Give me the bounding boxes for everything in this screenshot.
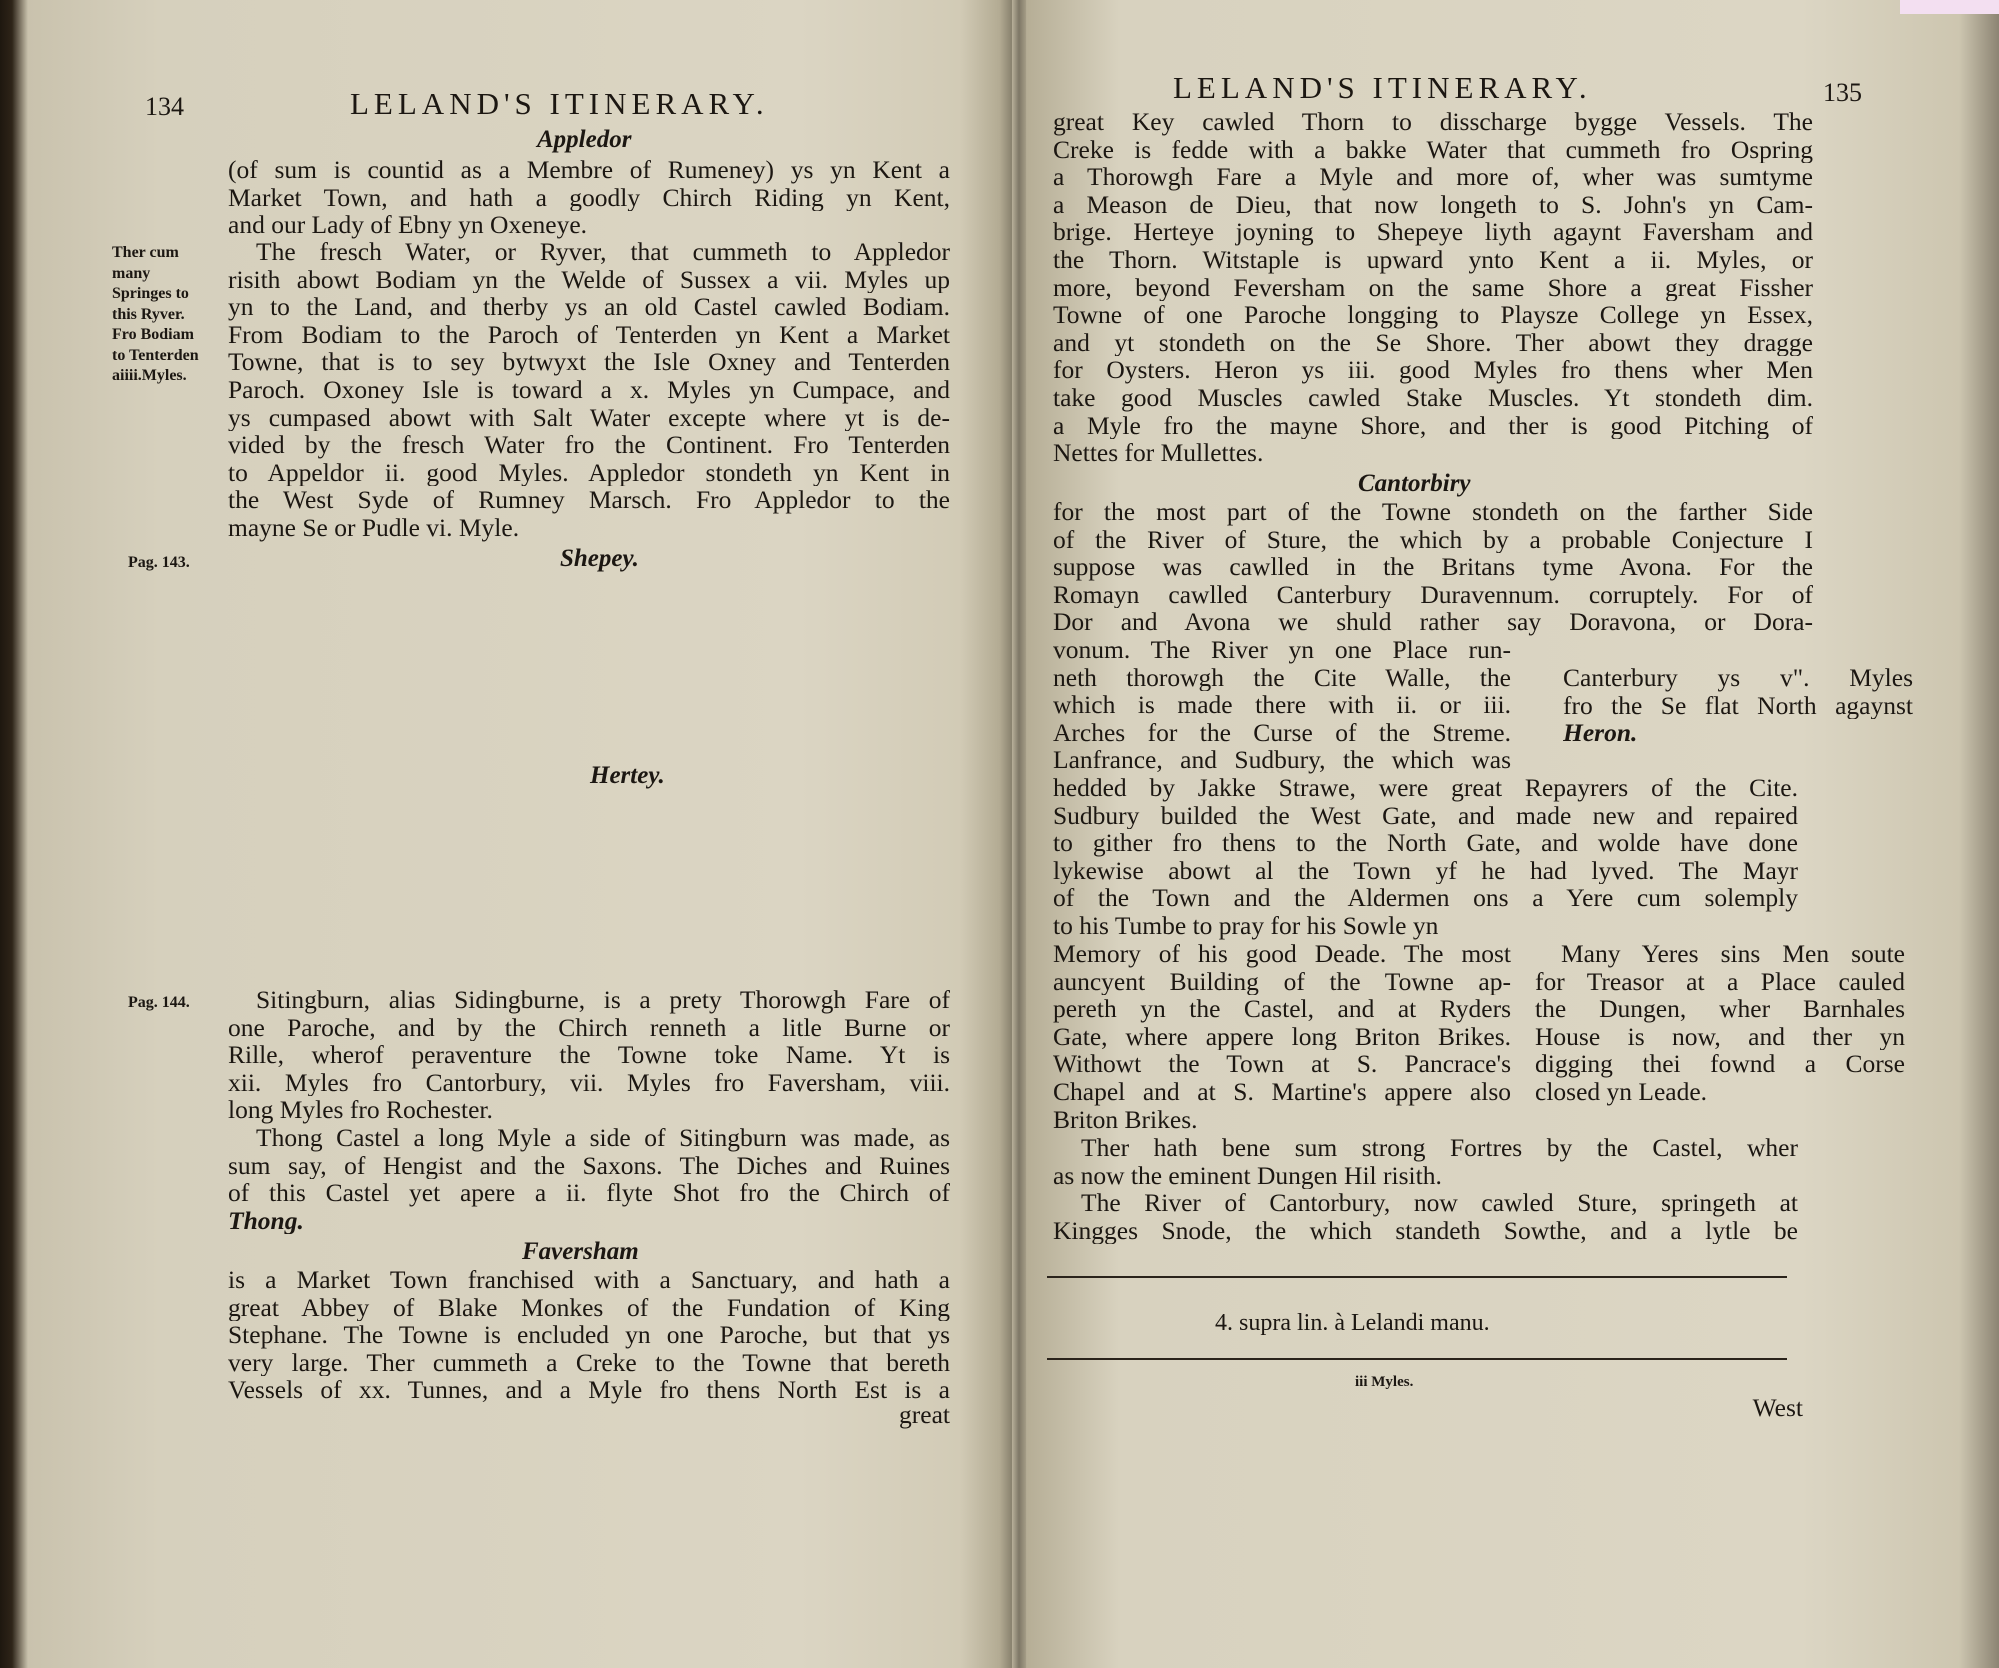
text-line: and our Lady of Ebny yn Oxeneye. <box>228 211 588 239</box>
text-line: Withowt the Town at S. Pancrace's <box>1053 1050 1511 1078</box>
footnote-rule <box>1047 1276 1787 1278</box>
text-line: very large. Ther cummeth a Creke to the Towne that bereth <box>228 1348 950 1377</box>
footnote-rule <box>1047 1358 1787 1360</box>
text-line: is a Market Town franchised with a Sanctuary, and hath a <box>228 1266 950 1294</box>
page-number: 134 <box>145 92 184 121</box>
text-line: to gither fro thens to the North Gate, and wolde have done <box>1053 829 1798 857</box>
text-line: more, beyond Feversham on the same Shore a great Fissher <box>1053 273 1813 302</box>
text-line: Many Yeres sins Men soute <box>1561 940 1905 968</box>
text-line: neth thorowgh the Cite Walle, the <box>1053 663 1511 692</box>
text-line: Paroch. Oxoney Isle is toward a x. Myles yn Cumpace, and <box>228 375 950 404</box>
section-title-faversham: Faversham <box>522 1238 639 1265</box>
text-line: Thong. <box>228 1206 304 1235</box>
text-line: Lanfrance, and Sudbury, the which was <box>1053 746 1511 774</box>
side-note-springs <box>112 243 199 387</box>
text-line: great Abbey of Blake Monkes of the Fundation of King <box>228 1293 950 1322</box>
text-line: Chapel and at S. Martine's appere also <box>1053 1077 1511 1106</box>
text-line: lykewise abowt al the Town yf he had lyved. The Mayr <box>1053 856 1798 885</box>
side-note-line: this Ryver. <box>112 305 185 323</box>
text-line: Stephane. The Towne is encluded yn one Paroche, but that ys <box>228 1321 950 1349</box>
sitingburn-paragraph <box>228 986 950 1234</box>
text-line: The River of Cantorbury, now cawled Sture, springeth at <box>1081 1189 1798 1217</box>
text-line: yn to the Land, and therby ys an old Castel cawled Bodiam. <box>228 293 950 321</box>
appledor-paragraph <box>228 156 950 239</box>
text-line: Towne, that is to sey bytwyxt the Isle Oxney and Tenterden <box>228 348 950 376</box>
section-title-hertey: Hertey. <box>590 762 665 789</box>
text-line: suppose was cawlled in the Britans tyme Avona. For the <box>1053 553 1813 581</box>
footnote: 4. supra lin. à Lelandi manu. <box>1215 1310 1490 1336</box>
text-line: mayne Se or Pudle vi. Myle. <box>228 513 520 542</box>
section-title-shepey: Shepey. <box>560 545 639 572</box>
section-title-appledor: Appledor <box>537 126 632 153</box>
text-line: Nettes for Mullettes. <box>1053 439 1264 467</box>
text-line: vonum. The River yn one Place run- <box>1053 636 1511 664</box>
text-line: of the River of Sture, the which by a probable Conjecture I <box>1053 525 1813 554</box>
text-line: Towne of one Paroche longging to Playsze College yn Essex, <box>1053 301 1813 329</box>
text-line: Briton Brikes. <box>1053 1105 1198 1134</box>
catchword: great <box>899 1400 950 1429</box>
text-line: and yt stondeth on the Se Shore. Ther abowt they dragge <box>1053 328 1813 357</box>
side-note-line: Ther cum <box>112 244 179 261</box>
side-note-line: Springes to <box>112 285 189 302</box>
treasor-side-note <box>1535 940 1905 1106</box>
text-line: digging thei fownd a Corse <box>1535 1050 1905 1078</box>
text-line: one Paroche, and by the Chirch renneth a litle Burne or <box>228 1013 950 1042</box>
faversham-paragraph <box>228 1266 950 1404</box>
text-line: Heron. <box>1563 719 1638 747</box>
text-line: Ther hath bene sum strong Fortres by the Castel, wher <box>1081 1134 1798 1162</box>
side-note-pag143: Pag. 143. <box>128 554 190 571</box>
text-line: Creke is fedde with a bakke Water that cummeth fro Ospring <box>1053 135 1813 164</box>
text-line: brige. Herteye joyning to Shepeye liyth agaynt Faversham and <box>1053 218 1813 246</box>
text-line: Market Town, and hath a goodly Chirch Riding yn Kent, <box>228 183 950 212</box>
text-line: the West Syde of Rumney Marsch. Fro Appledor to the <box>228 486 950 514</box>
cantorbiry-paragraph <box>1053 498 1813 636</box>
text-line: Romayn cawlled Canterbury Duravennum. corruptely. For of <box>1053 580 1813 609</box>
book-spine <box>1012 0 1026 1668</box>
text-line: Kingges Snode, the which standeth Sowthe, and a lytle be <box>1053 1216 1798 1245</box>
side-note-line: Fro Bodiam <box>112 326 194 343</box>
side-note-line: many <box>112 264 151 282</box>
side-note-line: aiiii.Myles. <box>112 367 187 384</box>
text-line: auncyent Building of the Towne ap- <box>1053 967 1511 996</box>
text-line: to Appeldor ii. good Myles. Appledor stondeth yn Kent in <box>228 458 950 487</box>
canterbury-side-note <box>1563 664 1913 747</box>
side-note-pag144: Pag. 144. <box>128 994 190 1011</box>
text-line: Gate, where appere long Briton Brikes. <box>1053 1022 1511 1051</box>
text-line: of this Castel yet apere a ii. flyte Shot fro the Chirch of <box>228 1179 950 1207</box>
text-line: Memory of his good Deade. The most <box>1053 940 1511 968</box>
text-line: long Myles fro Rochester. <box>228 1096 493 1124</box>
text-line: House is now, and ther yn <box>1535 1022 1905 1051</box>
thorn-paragraph <box>1053 108 1813 467</box>
ryver-paragraph <box>228 238 950 542</box>
memory-col-paragraph <box>1053 940 1511 1133</box>
text-line: to his Tumbe to pray for his Sowle yn <box>1053 911 1439 940</box>
text-line: closed yn Leade. <box>1535 1077 1708 1106</box>
text-line: pereth yn the Castel, and at Ryders <box>1053 995 1511 1023</box>
cantorbiry-col-paragraph <box>1053 636 1511 774</box>
text-line: Sitingburn, alias Sidingburne, is a prety Thorowgh Fare of <box>256 986 950 1014</box>
text-line: Thong Castel a long Myle a side of Sitingburn was made, as <box>256 1123 950 1152</box>
text-line: for Treasor at a Place cauled <box>1535 967 1905 996</box>
section-title-cantorbiry: Cantorbiry <box>1358 470 1471 497</box>
text-line: take good Muscles cawled Stake Muscles. Yt stondeth dim. <box>1053 383 1813 412</box>
text-line: The fresch Water, or Ryver, that cummeth to Appledor <box>256 238 950 266</box>
text-line: Rille, wherof peraventure the Towne toke Name. Yt is <box>228 1041 950 1069</box>
sudbury-paragraph <box>1053 774 1798 940</box>
text-line: a Thorowgh Fare a Myle and more of, wher was sumtyme <box>1053 163 1813 191</box>
text-line: sum say, of Hengist and the Saxons. The Diches and Ruines <box>228 1151 950 1180</box>
text-line: the Thorn. Witstaple is upward ynto Kent a ii. Myles, or <box>1053 245 1813 274</box>
text-line: which is made there with ii. or iii. <box>1053 691 1511 719</box>
text-line: risith abowt Bodiam yn the Welde of Sussex a vii. Myles up <box>228 265 950 294</box>
footnote-secondary: iii Myles. <box>1355 1374 1414 1390</box>
text-line: for Oysters. Heron ys iii. good Myles fro thens wher Men <box>1053 356 1813 384</box>
text-line: ys cumpased abowt with Salt Water excepte where yt is de- <box>228 403 950 432</box>
text-line: hedded by Jakke Strawe, were great Repayrers of the Cite. <box>1053 774 1798 802</box>
running-head: LELAND'S ITINERARY. <box>1173 70 1592 105</box>
text-line: great Key cawled Thorn to disscharge bygge Vessels. The <box>1053 108 1813 136</box>
text-line: of the Town and the Aldermen ons a Yere cum solemply <box>1053 884 1798 912</box>
text-line: vided by the fresch Water fro the Continent. Fro Tenterden <box>228 431 950 459</box>
text-line: the Dungen, wher Barnhales <box>1535 995 1905 1023</box>
running-head: LELAND'S ITINERARY. <box>350 86 769 121</box>
text-line: (of sum is countid as a Membre of Rumeney) ys yn Kent a <box>228 156 950 184</box>
text-line: Canterbury ys v". Myles <box>1563 664 1913 692</box>
text-line: fro the Se flat North agaynst <box>1563 691 1913 720</box>
text-line: Dor and Avona we shuld rather say Doravona, or Dora- <box>1053 608 1813 636</box>
text-line: Sudbury builded the West Gate, and made new and repaired <box>1053 801 1798 830</box>
fortres-paragraph <box>1053 1134 1798 1244</box>
text-line: a Meason de Dieu, that now longeth to S. John's yn Cam- <box>1053 190 1813 219</box>
text-line: Vessels of xx. Tunnes, and a Myle fro thens North Est is a <box>228 1376 950 1404</box>
right-page <box>1025 0 1999 1668</box>
text-line: for the most part of the Towne stondeth on the farther Side <box>1053 498 1813 526</box>
text-line: xii. Myles fro Cantorbury, vii. Myles fro Faversham, viii. <box>228 1068 950 1097</box>
text-line: Arches for the Curse of the Streme. <box>1053 718 1511 747</box>
text-line: a Myle fro the mayne Shore, and ther is good Pitching of <box>1053 411 1813 440</box>
text-line: as now the eminent Dungen Hil risith. <box>1053 1161 1442 1190</box>
catchword: West <box>1752 1393 1803 1422</box>
text-line: From Bodiam to the Paroch of Tenterden yn Kent a Market <box>228 320 950 349</box>
side-note-line: to Tenterden <box>112 346 199 364</box>
page-number: 135 <box>1823 78 1862 107</box>
